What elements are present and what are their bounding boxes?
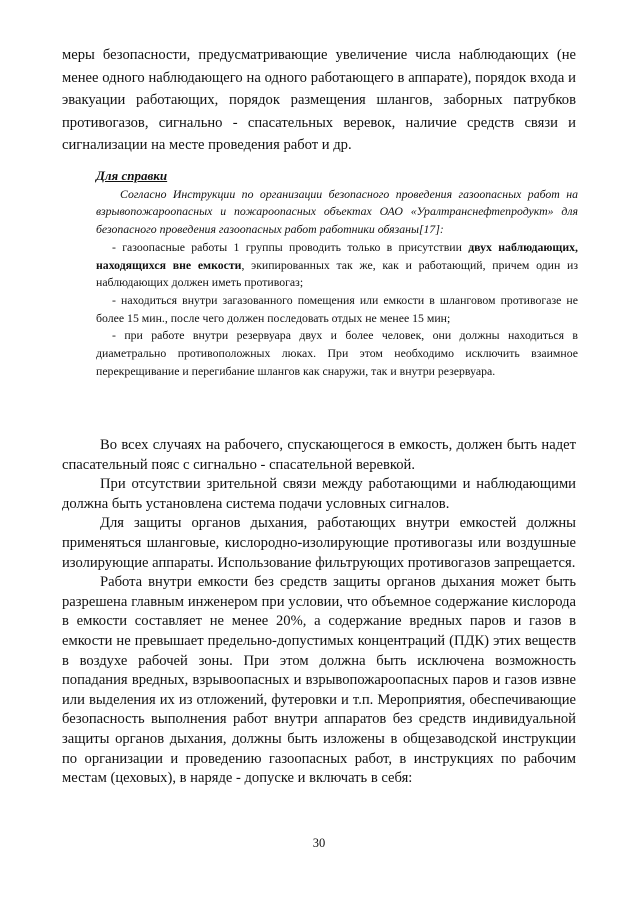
reference-item-1-suffix: , экипированных так же, как и работающий, причем один из наблюдающих должен иметь противогаз; <box>96 257 578 290</box>
reference-intro: Согласно Инструкции по организации безопасного проведения газоопасных работ на взрывопожароопасных и пожароопасных объектах ОАО «Уралтранснефтепродукт» для безопасного проведения газоопасных работ работники обязаны[17]: <box>96 186 578 237</box>
reference-title: Для справки <box>96 168 168 183</box>
reference-item-1-bold: двух наблюдающих, находящихся вне емкости <box>96 239 578 272</box>
reference-item-1 <box>96 239 578 292</box>
page-number: 30 <box>312 836 326 850</box>
reference-item-1-prefix: - газоопасные работы 1 группы проводить только в присутствии <box>112 239 469 254</box>
paragraph-signals: При отсутствии зрительной связи между работающими и наблюдающими должна быть установлена система подачи условных сигналов. <box>62 476 576 512</box>
paragraph-respiratory: Для защиты органов дыхания, работающих внутри емкостей должны применяться шланговые, кислородно-изолирующие противогазы или воздушные изолирующие аппараты. Использование фильтрующих противогазов запрещается. <box>62 515 576 571</box>
reference-item-3: - при работе внутри резервуара двух и более человек, они должны находиться в диаметрально противоположных люках. При этом необходимо исключить взаимное перекрещивание и перегибание шлангов как снаружи, так и внутри резервуара. <box>96 328 578 378</box>
intro-paragraph-block <box>62 44 576 157</box>
paragraph-harness: Во всех случаях на рабочего, спускающегося в емкость, должен быть надет спасательный пояс с сигнально - спасательной веревкой. <box>62 437 576 473</box>
reference-item-2: - находиться внутри загазованного помещения или емкости в шланговом противогазе не более 15 мин., после чего должен последовать отдых не менее 15 мин; <box>96 292 578 325</box>
paragraph-no-protection: Работа внутри емкости без средств защиты органов дыхания может быть разрешена главным инженером при условии, что объемное содержание кислорода в емкости составляет не менее 20%, а содержание вредных паров и газов в емкости не превышает предельно-допустимых концентраций (ПДК) этих веществ в воздухе рабочей зоны. При этом должна быть исключена возможность попадания вредных, взрывоопасных и взрывопожароопасных паров и газов извне или выделения их из отложений, футеровки и т.п. Мероприятия, обеспечивающие безопасность выполнения работ внутри аппаратов без средств индивидуальной защиты органов дыхания, должны быть изложены в общезаводской инструкции по организации и проведению газоопасных работ, в инструкциях по рабочим местам (цеховых), в наряде - допуске и включать в себя: <box>62 574 576 787</box>
intro-paragraph: меры безопасности, предусматривающие увеличение числа наблюдающих (не менее одного наблюдающего на одного работающего в аппарате), порядок входа и эвакуации работающих, порядок размещения шлангов, заборных патрубков противогазов, сигнально - спасательных веревок, наличие средств связи и сигнализации на месте проведения работ и др. <box>62 47 576 153</box>
reference-box <box>96 167 578 380</box>
main-text-block <box>62 436 576 789</box>
